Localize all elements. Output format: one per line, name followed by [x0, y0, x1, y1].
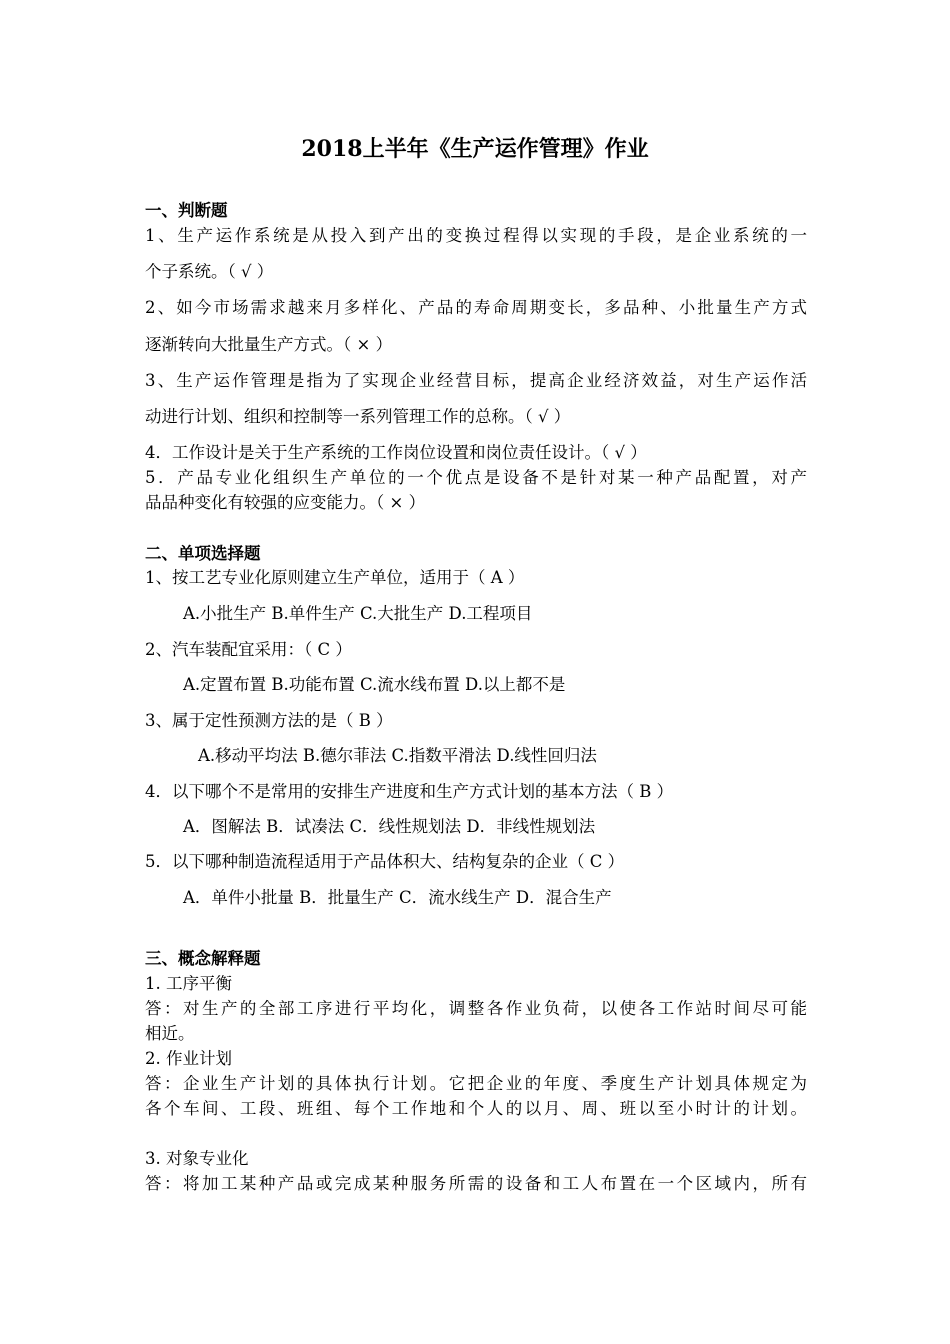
judgment-q4: 4．工作设计是关于生产系统的工作岗位设置和岗位责任设计。（ √ ） [145, 443, 647, 462]
judgment-q5-line2: 品品种变化有较强的应变能力。（ × ） [145, 493, 426, 512]
concept-answer-1-line1: 答：对生产的全部工序进行平均化，调整各作业负荷，以使各工作站时间尽可能 [145, 999, 807, 1018]
choice-q3-options: A.移动平均法 B.德尔菲法 C.指数平滑法 D.线性回归法 [198, 746, 597, 765]
section-heading-choice: 二、单项选择题 [145, 544, 261, 563]
choice-q4-options: A．图解法 B．试凑法 C．线性规划法 D．非线性规划法 [183, 817, 596, 836]
page-title: 2018上半年《生产运作管理》作业 [301, 136, 649, 162]
choice-q1: 1、按工艺专业化原则建立生产单位，适用于（ A ） [145, 568, 525, 587]
choice-q5: 5．以下哪种制造流程适用于产品体积大、结构复杂的企业（ C ） [145, 852, 625, 871]
choice-q2: 2、汽车装配宜采用：（ C ） [145, 640, 352, 659]
judgment-q1-line1: 1、生产运作系统是从投入到产出的变换过程得以实现的手段，是企业系统的一 [145, 226, 807, 245]
judgment-q2-line2: 逐渐转向大批量生产方式。（ × ） [145, 335, 393, 354]
judgment-q3-line2: 动进行计划、组织和控制等一系列管理工作的总称。（ √ ） [145, 407, 571, 426]
concept-term-1: 1. 工序平衡 [145, 974, 232, 993]
judgment-q3-line1: 3、生产运作管理是指为了实现企业经营目标，提高企业经济效益，对生产运作活 [145, 371, 807, 390]
concept-answer-3-line1: 答：将加工某种产品或完成某种服务所需的设备和工人布置在一个区域内，所有 [145, 1174, 807, 1193]
concept-term-2: 2. 作业计划 [145, 1049, 232, 1068]
section-heading-concepts: 三、概念解释题 [145, 949, 261, 968]
concept-answer-1-line2: 相近。 [145, 1024, 195, 1043]
choice-q4: 4．以下哪个不是常用的安排生产进度和生产方式计划的基本方法（ B ） [145, 782, 674, 801]
concept-answer-2-line2: 各个车间、工段、班组、每个工作地和个人的以月、周、班以至小时计的计划。 [145, 1099, 807, 1118]
judgment-q2-line1: 2、如今市场需求越来月多样化、产品的寿命周期变长，多品种、小批量生产方式 [145, 298, 807, 317]
judgment-q5-line1: 5．产品专业化组织生产单位的一个优点是设备不是针对某一种产品配置，对产 [145, 468, 807, 487]
choice-q1-options: A.小批生产 B.单件生产 C.大批生产 D.工程项目 [183, 604, 533, 623]
judgment-q1-line2: 个子系统。（ √ ） [145, 262, 274, 281]
choice-q5-options: A．单件小批量 B．批量生产 C．流水线生产 D．混合生产 [183, 888, 612, 907]
section-heading-judgment: 一、判断题 [145, 201, 228, 220]
concept-answer-2-line1: 答：企业生产计划的具体执行计划。它把企业的年度、季度生产计划具体规定为 [145, 1074, 807, 1093]
concept-term-3: 3. 对象专业化 [145, 1149, 249, 1168]
choice-q3: 3、属于定性预测方法的是（ B ） [145, 711, 393, 730]
choice-q2-options: A.定置布置 B.功能布置 C.流水线布置 D.以上都不是 [183, 675, 566, 694]
